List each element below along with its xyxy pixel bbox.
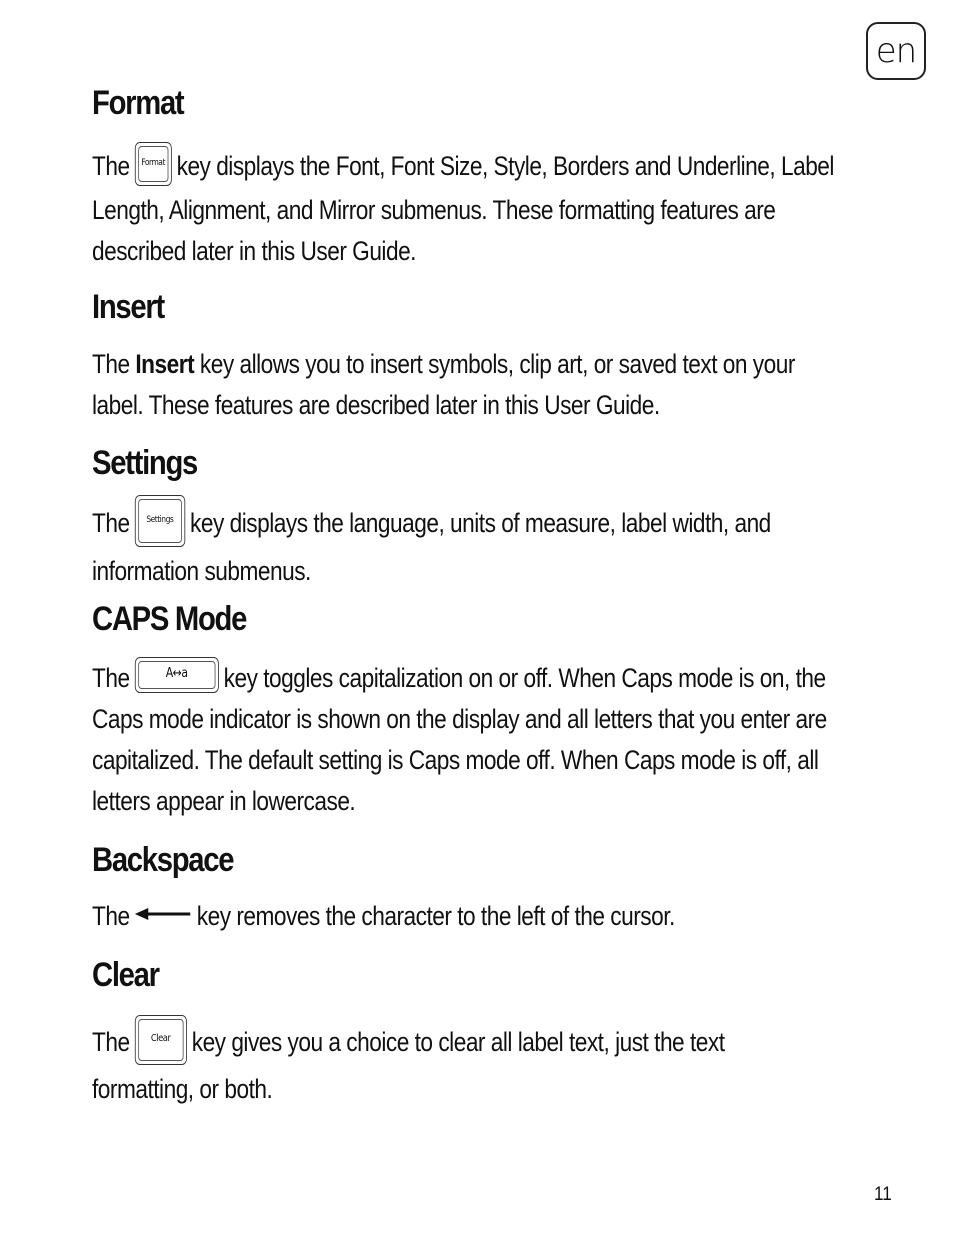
format-the: The: [92, 151, 130, 182]
insert-line2: label. These features are described later in this User Guide.: [92, 390, 660, 420]
insert-line1: key allows you to insert symbols, clip art, or saved text on your: [199, 349, 795, 379]
clear-line1: key gives you a choice to clear all label text, just the text: [191, 1027, 725, 1058]
format-key-icon: Format: [135, 142, 172, 186]
settings-the: The: [92, 508, 130, 539]
clear-line2: formatting, or both.: [92, 1074, 273, 1104]
insert-the: The: [92, 349, 130, 379]
caps-paragraph: [92, 658, 892, 822]
settings-line1: key displays the language, units of measure, label width, and: [190, 508, 771, 539]
caps-line4: letters appear in lowercase.: [92, 786, 356, 816]
settings-line2: information submenus.: [92, 556, 311, 586]
backspace-arrow-icon: [135, 907, 192, 921]
backspace-line1: key removes the character to the left of the cursor.: [196, 901, 675, 931]
caps-the: The: [92, 663, 130, 693]
insert-key-word: Insert: [135, 349, 195, 379]
backspace-the: The: [92, 901, 130, 931]
format-paragraph: [92, 146, 892, 272]
backspace-paragraph: [92, 896, 892, 937]
format-line3: described later in this User Guide.: [92, 236, 416, 266]
caps-heading: CAPS Mode: [92, 600, 247, 638]
format-line1: key displays the Font, Font Size, Style, Borders and Underline, Label: [176, 151, 834, 182]
format-heading: Format: [92, 84, 184, 122]
caps-line1: key toggles capitalization on or off. When Caps mode is on, the: [223, 663, 826, 693]
caps-line2: Caps mode indicator is shown on the display and all letters that you enter are: [92, 704, 827, 734]
caps-line3: capitalized. The default setting is Caps mode off. When Caps mode is off, all: [92, 745, 819, 775]
language-badge: en: [866, 22, 926, 80]
clear-paragraph: [92, 1019, 892, 1110]
settings-heading: Settings: [92, 444, 198, 482]
clear-heading: Clear: [92, 956, 159, 994]
clear-key-icon: Clear: [135, 1015, 187, 1065]
page-number: 11: [874, 1184, 892, 1205]
backspace-heading: Backspace: [92, 841, 234, 879]
clear-the: The: [92, 1027, 130, 1058]
insert-paragraph: [92, 344, 892, 426]
format-line2: Length, Alignment, and Mirror submenus. These formatting features are: [92, 195, 776, 225]
caps-key-icon: A↔a: [135, 657, 219, 693]
insert-heading: Insert: [92, 288, 164, 326]
settings-paragraph: [92, 499, 892, 592]
settings-key-icon: Settings: [135, 495, 185, 547]
